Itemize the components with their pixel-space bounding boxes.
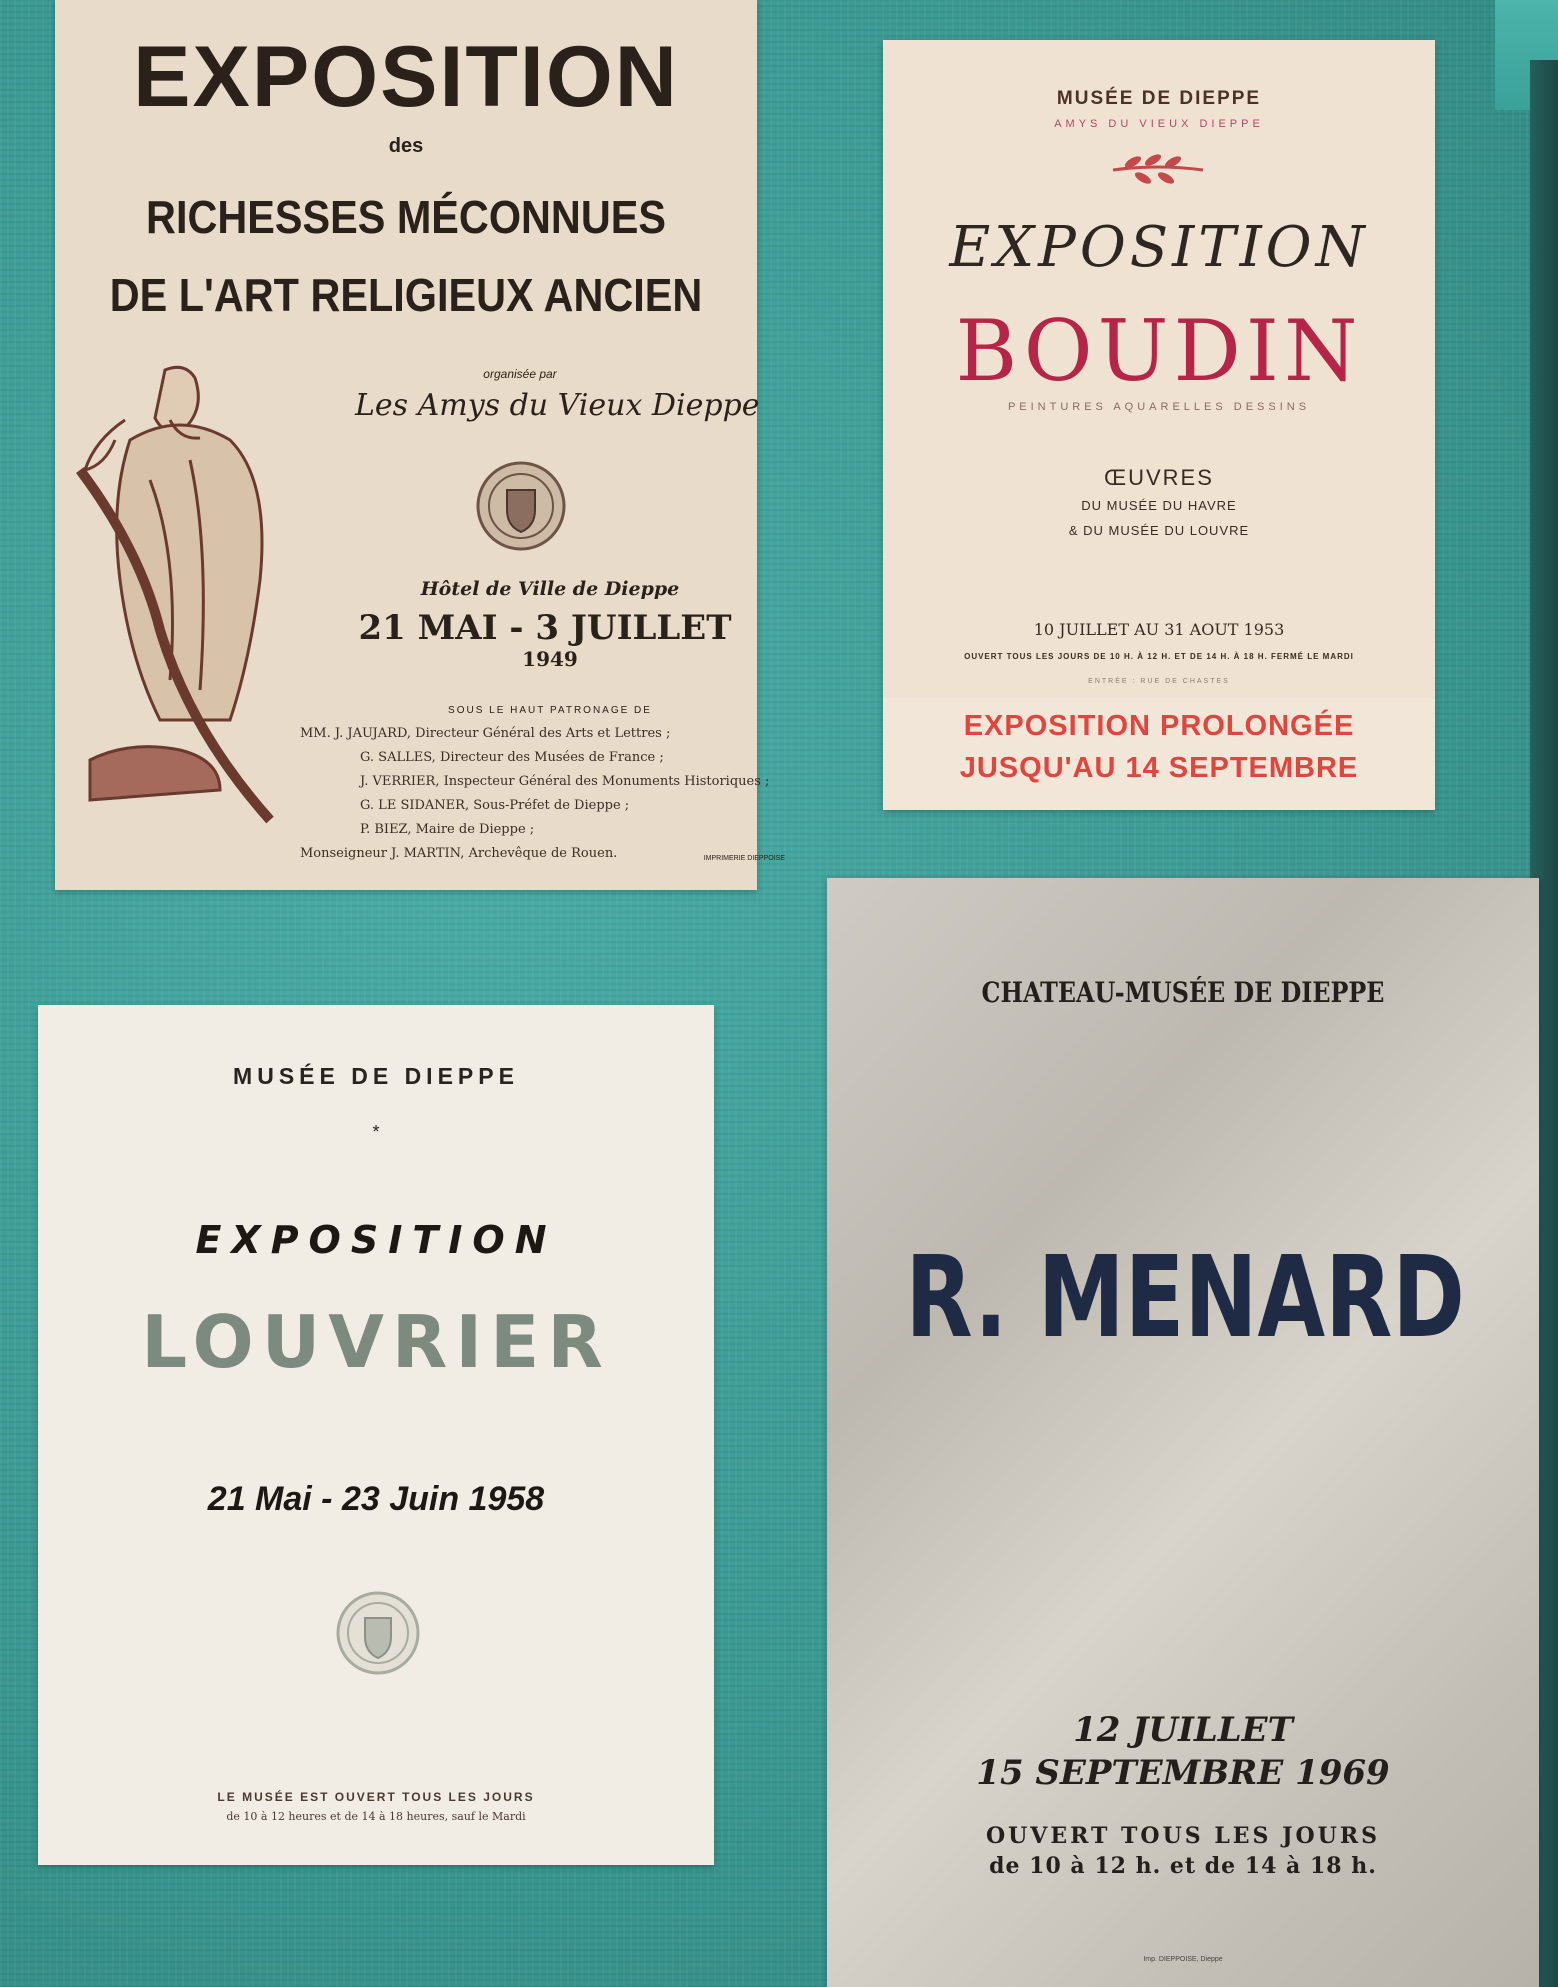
poster-1-year: 1949	[522, 647, 578, 671]
dieppe-seal-icon	[335, 1590, 421, 1676]
poster-2-museum: MUSÉE DE DIEPPE	[1056, 88, 1262, 109]
poster-art-religieux	[55, 0, 785, 890]
poster-1-patronage-heading: SOUS LE HAUT PATRONAGE DE	[448, 705, 652, 716]
patron-line: Monseigneur J. MARTIN, Archevêque de Rouen.	[300, 846, 618, 861]
poster-2-extension-2: JUSQU'AU 14 SEPTEMBRE	[959, 752, 1359, 784]
poster-2-media: PEINTURES AQUARELLES DESSINS	[1007, 401, 1311, 413]
poster-louvrier	[38, 1005, 714, 1865]
poster-1-line-1: RICHESSES MÉCONNUES	[146, 191, 666, 243]
poster-4-date-2: 15 SEPTEMBRE 1969	[976, 1753, 1390, 1793]
poster-3-museum: MUSÉE DE DIEPPE	[233, 1063, 519, 1089]
poster-2-title: EXPOSITION	[949, 215, 1369, 280]
poster-1-printer: IMPRIMERIE DIEPPOISE	[703, 855, 785, 862]
patron-line: G. SALLES, Directeur des Musées de France ;	[360, 750, 664, 765]
patron-line: J. VERRIER, Inspecteur Général des Monuments Historiques ;	[360, 774, 770, 789]
poster-1-organizer: Les Amys du Vieux Dieppe	[355, 388, 760, 423]
saint-christopher-illustration	[70, 360, 330, 850]
patron-line: MM. J. JAUJARD, Directeur Général des Arts et Lettres ;	[300, 726, 671, 741]
poster-4-date-1: 12 JUILLET	[1073, 1710, 1293, 1750]
poster-2-dates: 10 JUILLET AU 31 AOUT 1953	[1033, 620, 1285, 639]
poster-1-organisee: organisée par	[483, 367, 557, 381]
poster-4-museum: CHATEAU-MUSÉE DE DIEPPE	[981, 976, 1385, 1009]
poster-2-amys: AMYS DU VIEUX DIEPPE	[1054, 118, 1264, 130]
poster-1-venue: Hôtel de Ville de Dieppe	[420, 578, 680, 600]
poster-2-artist: BOUDIN	[955, 302, 1363, 400]
poster-4-artist: R. MENARD	[905, 1233, 1465, 1363]
patron-line: G. LE SIDANER, Sous-Préfet de Dieppe ;	[360, 798, 630, 813]
poster-2-extension-1: EXPOSITION PROLONGÉE	[963, 710, 1355, 742]
poster-1-title: EXPOSITION	[133, 29, 679, 125]
poster-2-from-louvre: & DU MUSÉE DU LOUVRE	[1068, 523, 1250, 538]
dieppe-seal-icon	[475, 460, 567, 552]
poster-2-from-havre: DU MUSÉE DU HAVRE	[1081, 498, 1237, 513]
poster-1-des: des	[388, 135, 424, 157]
poster-1-line-2: DE L'ART RELIGIEUX ANCIEN	[109, 269, 703, 321]
poster-boudin	[883, 40, 1435, 810]
poster-4-printer: Imp. DIEPPOISE, Dieppe	[1143, 1956, 1223, 1963]
olive-branch-icon	[1108, 148, 1208, 188]
poster-1-dates: 21 MAI - 3 JUILLET	[358, 608, 732, 648]
poster-2-entry: ENTRÉE : RUE DE CHASTES	[1088, 678, 1230, 685]
poster-3-hours-2: de 10 à 12 heures et de 14 à 18 heures, sauf le Mardi	[226, 1810, 526, 1823]
poster-3-dates: 21 Mai - 23 Juin 1958	[207, 1480, 545, 1518]
poster-4-hours-1: OUVERT TOUS LES JOURS	[985, 1823, 1381, 1849]
patron-line: P. BIEZ, Maire de Dieppe ;	[360, 822, 535, 837]
poster-2-hours: OUVERT TOUS LES JOURS DE 10 H. À 12 H. ET DE 14 H. À 18 H. FERMÉ LE MARDI	[964, 652, 1354, 661]
poster-4-hours-2: de 10 à 12 h. et de 14 à 18 h.	[989, 1853, 1377, 1879]
poster-2-oeuvres: ŒUVRES	[1104, 465, 1214, 490]
poster-3-artist: LOUVRIER	[141, 1300, 611, 1384]
poster-3-title: EXPOSITION	[195, 1218, 557, 1262]
poster-3-star: *	[372, 1122, 380, 1142]
poster-menard	[827, 878, 1539, 1987]
poster-3-hours-1: LE MUSÉE EST OUVERT TOUS LES JOURS	[217, 1790, 535, 1804]
poster-1-patrons-list	[300, 722, 770, 866]
